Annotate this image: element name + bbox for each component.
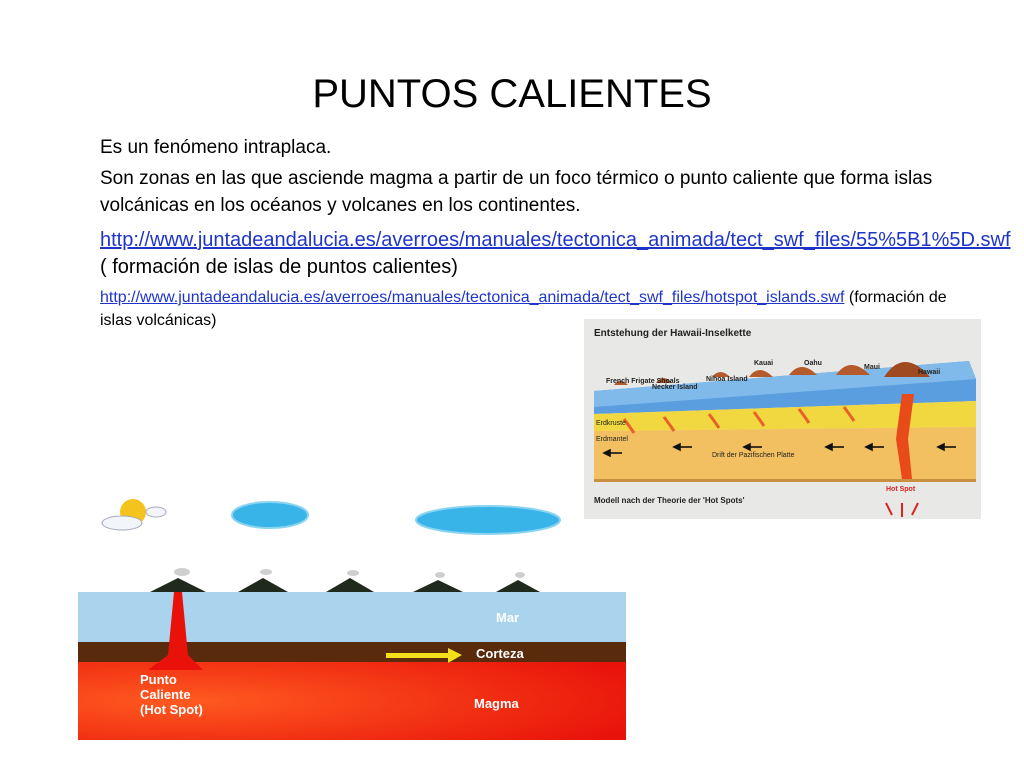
link-1-note: ( formación de islas de puntos calientes) (100, 256, 458, 278)
hawaii-base-line (594, 479, 976, 482)
island-label: Kauai (754, 360, 774, 367)
volcano-smoke (174, 568, 525, 578)
crust-scene-label: Corteza (476, 646, 524, 661)
small-cloud-icon (102, 516, 142, 530)
small-cloud-icon (146, 507, 166, 517)
island-label: French Frigate Shoals (606, 378, 680, 385)
island-label: Maui (864, 364, 880, 371)
link-2-note: (formación de islas volcánicas) (100, 289, 947, 329)
hotspot-label-line-3: (Hot Spot) (140, 702, 203, 717)
drift-label: Drift der Pazifischen Platte (712, 452, 795, 459)
volcano-islands (150, 578, 540, 592)
hotspot-islands-link-2[interactable]: http://www.juntadeandalucia.es/averroes/manuales/tectonica_animada/tect_swf_files/hotspot_islands.swf (100, 289, 845, 306)
hawaii-caption: Modell nach der Theorie der 'Hot Spots' (594, 496, 745, 505)
sea-layer (78, 592, 626, 642)
island-label: Nihoa Island (706, 376, 748, 383)
hotspot-label-line-1: Punto (140, 672, 177, 687)
hotspot-islands-link-1[interactable]: http://www.juntadeandalucia.es/averroes/manuales/tectonica_animada/tect_swf_files/55%5B1%5D.swf (100, 229, 1011, 251)
hotspot-label: Hot Spot (886, 486, 916, 493)
island-label: Oahu (804, 360, 822, 367)
crust-label: Erdkruste (596, 420, 626, 427)
cloud-icon (416, 506, 560, 534)
cloud-icon (232, 502, 308, 528)
island-label: Hawaii (918, 369, 941, 376)
magma-label: Magma (474, 696, 519, 711)
crust-layer (78, 642, 626, 662)
island-label: Necker Island (652, 384, 698, 391)
mantle-label: Erdmantel (596, 436, 628, 443)
paragraph-description: Son zonas en las que asciende magma a partir de un foco térmico o punto caliente que forma islas volcánicas en los océanos y volcanes en los continentes. (100, 168, 933, 216)
slide-title: PUNTOS CALIENTES (312, 72, 712, 116)
hawaii-chain-diagram (584, 319, 981, 519)
paragraph-link-1 (100, 227, 1011, 281)
hawaii-title: Entstehung der Hawaii-Inselkette (594, 328, 752, 339)
paragraph-intraplate: Es un fenómeno intraplaca. (100, 137, 332, 158)
hotspot-label-line-2: Caliente (140, 687, 191, 702)
hotspot-scene-diagram (78, 490, 628, 740)
sea-label: Mar (496, 610, 520, 625)
